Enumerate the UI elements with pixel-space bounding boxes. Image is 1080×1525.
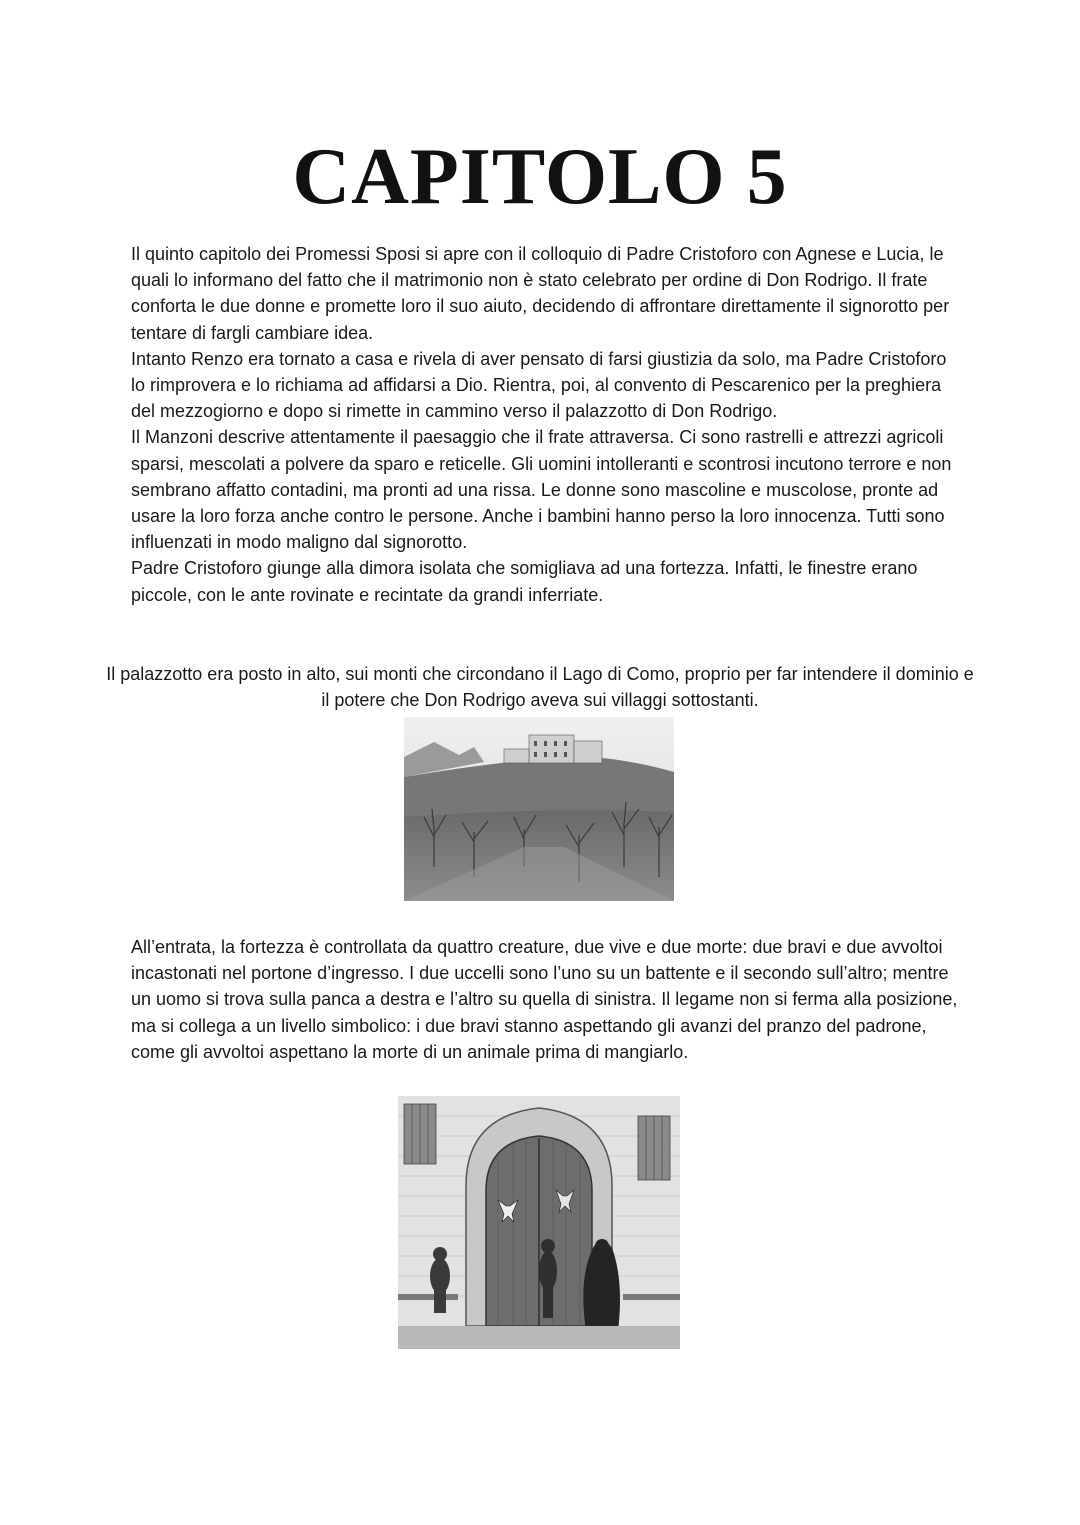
- paragraph: All’entrata, la fortezza è controllata da quattro creature, due vive e due morte: due bravi e due avvoltoi incastonati nel portone d’ingresso. I due uccelli sono l’uno su un battente e il secondo sull’altro; mentre un uomo si trova sulla panca a destra e l’altro su quella di sinistra. Il legame non si ferma alla posizione, ma si collega a un livello simbolico: i due bravi stanno aspettando gli avanzi del pranzo del padrone, come gli avvoltoi aspettano la morte di un animale prima di mangiarlo.: [131, 937, 958, 1062]
- fortress-gate-image: [398, 1096, 680, 1349]
- text-block-1: [131, 241, 961, 608]
- centered-paragraph-block: [100, 661, 980, 713]
- paragraph: Padre Cristoforo giunge alla dimora isolata che somigliava ad una fortezza. Infatti, le finestre erano piccole, con le ante rovinate e recintate da grandi inferriate.: [131, 558, 918, 605]
- fortress-gate-engraving: [398, 1096, 680, 1349]
- centered-paragraph: Il palazzotto era posto in alto, sui monti che circondano il Lago di Como, proprio per far intendere il dominio e il potere che Don Rodrigo aveva sui villaggi sottostanti.: [106, 664, 974, 711]
- palace-landscape-engraving: [404, 717, 674, 901]
- text-block-2: [131, 934, 961, 1065]
- paragraph: Intanto Renzo era tornato a casa e rivela di aver pensato di farsi giustizia da solo, ma Padre Cristoforo lo rimprovera e lo richiama ad affidarsi a Dio. Rientra, poi, al convento di Pescarenico per la preghiera del mezzogiorno e dopo si rimette in cammino verso il palazzotto di Don Rodrigo.: [131, 348, 947, 422]
- palace-landscape-image: [404, 717, 674, 901]
- paragraph: Il Manzoni descrive attentamente il paesaggio che il frate attraversa. Ci sono rastrelli e attrezzi agricoli sparsi, mescolati a polvere da sparo e reticelle. Gli uomini intolleranti e scontrosi incutono terrore e non sembrano affatto contadini, ma pronti ad una rissa. Le donne sono mascoline e muscolose, pronte ad usare la loro forza anche contro le persone. Anche i bambini hanno perso la loro innocenza. Tutti sono influenzati in modo maligno dal signorotto.: [131, 427, 952, 553]
- page-title: CAPITOLO 5: [292, 133, 788, 221]
- paragraph: Il quinto capitolo dei Promessi Sposi si apre con il colloquio di Padre Cristoforo con Agnese e Lucia, le quali lo informano del fatto che il matrimonio non è stato celebrato per ordine di Don Rodrigo. Il frate conforta le due donne e promette loro il suo aiuto, decidendo di affrontare direttamente il signorotto per tentare di fargli cambiare idea.: [131, 244, 950, 343]
